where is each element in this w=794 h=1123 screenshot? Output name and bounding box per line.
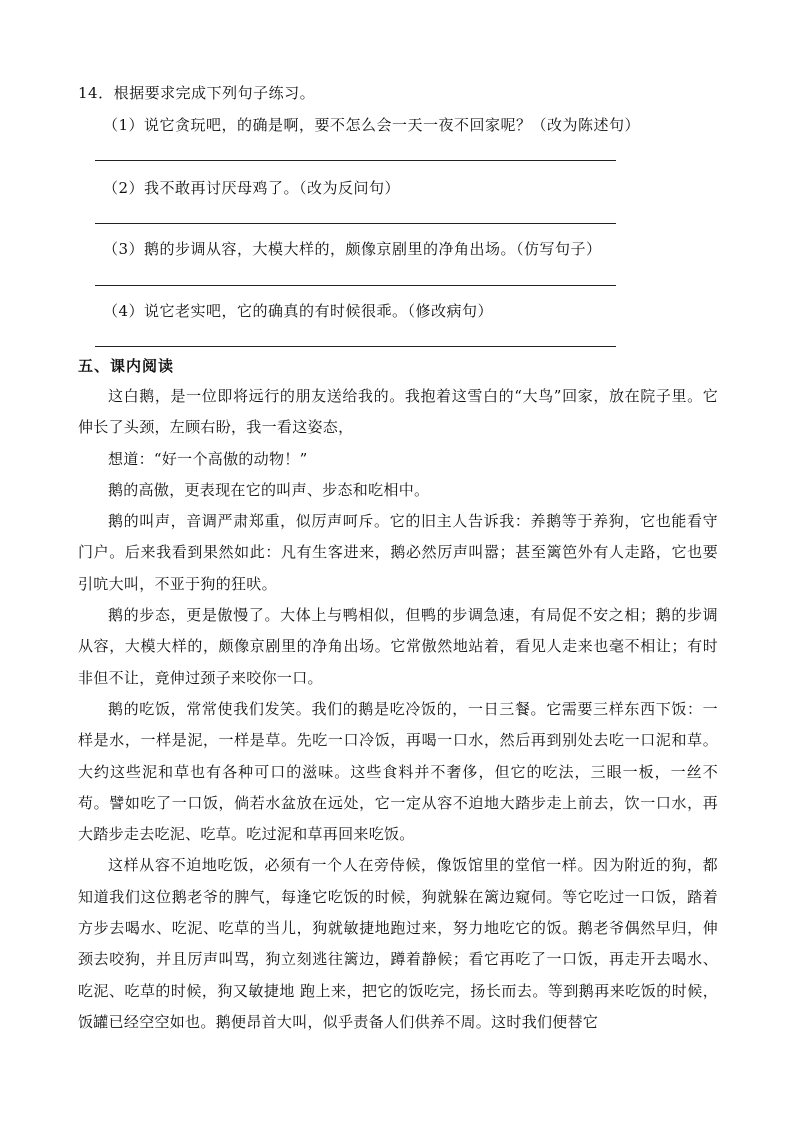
answer-line-4[interactable] <box>95 346 616 347</box>
question-title: 14．根据要求完成下列句子练习。 <box>78 84 316 102</box>
answer-line-2[interactable] <box>95 223 616 224</box>
passage-paragraph: 这白鹅，是一位即将远行的朋友送给我的。我抱着这雪白的“大鸟”回家，放在院子里。它伸长了头颈，左顾右盼，我一看这姿态， <box>78 387 718 437</box>
question-item-2: （2）我不敢再讨厌母鸡了。（改为反问句） <box>103 179 401 197</box>
question-item-4: （4）说它老实吧，它的确真的有时候很乖。（修改病句） <box>103 302 494 320</box>
question-item-3: （3）鹅的步调从容，大模大样的，颇像京剧里的净角出场。（仿写句子） <box>103 240 602 258</box>
answer-line-1[interactable] <box>95 160 616 161</box>
passage-paragraph: 鹅的步态，更是傲慢了。大体上与鸭相似，但鸭的步调急速，有局促不安之相；鹅的步调从容，大模大样的，颇像京剧里的净角出场。它常傲然地站着，看见人走来也毫不相让；有时非但不让，竟伸过颈子来咬你一口。 <box>78 606 718 687</box>
passage-paragraph: 鹅的吃饭，常常使我们发笑。我们的鹅是吃冷饭的，一日三餐。它需要三样东西下饭：一样是水，一样是泥，一样是草。先吃一口冷饭，再喝一口水，然后再到别处去吃一口泥和草。大约这些泥和草也有各种可口的滋味。这些食料并不奢侈，但它的吃法，三眼一板，一丝不苟。譬如吃了一口饭，倘若水盆放在远处，它一定从容不迫地大踏步走上前去，饮一口水，再大踏步走去吃泥、吃草。吃过泥和草再回来吃饭。 <box>78 699 718 844</box>
section-title: 五、课内阅读 <box>78 357 175 375</box>
answer-line-3[interactable] <box>95 285 616 286</box>
reading-passage <box>78 381 718 1038</box>
passage-paragraph: 想道：“好一个高傲的动物！” <box>108 449 308 468</box>
passage-paragraph: 鹅的高傲，更表现在它的叫声、步态和吃相中。 <box>108 480 430 499</box>
passage-paragraph: 这样从容不迫地吃饭，必须有一个人在旁侍候，像饭馆里的堂倌一样。因为附近的狗，都知道我们这位鹅老爷的脾气，每逢它吃饭的时候，狗就躲在篱边窥伺。等它吃过一口饭，踏着方步去喝水、吃泥、吃草的当儿，狗就敏捷地跑过来，努力地吃它的饭。鹅老爷偶然早归，伸颈去咬狗，并且厉声叫骂，狗立刻逃往篱边，蹲着静候；看它再吃了一口饭，再走开去喝水、吃泥、吃草的时候，狗又敏捷地 跑上来，把它的饭吃完，扬长而去。等到鹅再来吃饭的时候，饭罐已经空空如也。鹅便昂首大叫，似乎责备人们供养不周。这时我们便替它 <box>78 856 718 1031</box>
question-item-1: （1）说它贪玩吧，的确是啊，要不怎么会一天一夜不回家呢？（改为陈述句） <box>103 116 641 134</box>
passage-paragraph: 鹅的叫声，音调严肃郑重，似厉声呵斥。它的旧主人告诉我：养鹅等于养狗，它也能看守门户。后来我看到果然如此：凡有生客进来，鹅必然厉声叫嚣；甚至篱笆外有人走路，它也要引吭大叫，不亚于狗的狂吠。 <box>78 512 718 593</box>
